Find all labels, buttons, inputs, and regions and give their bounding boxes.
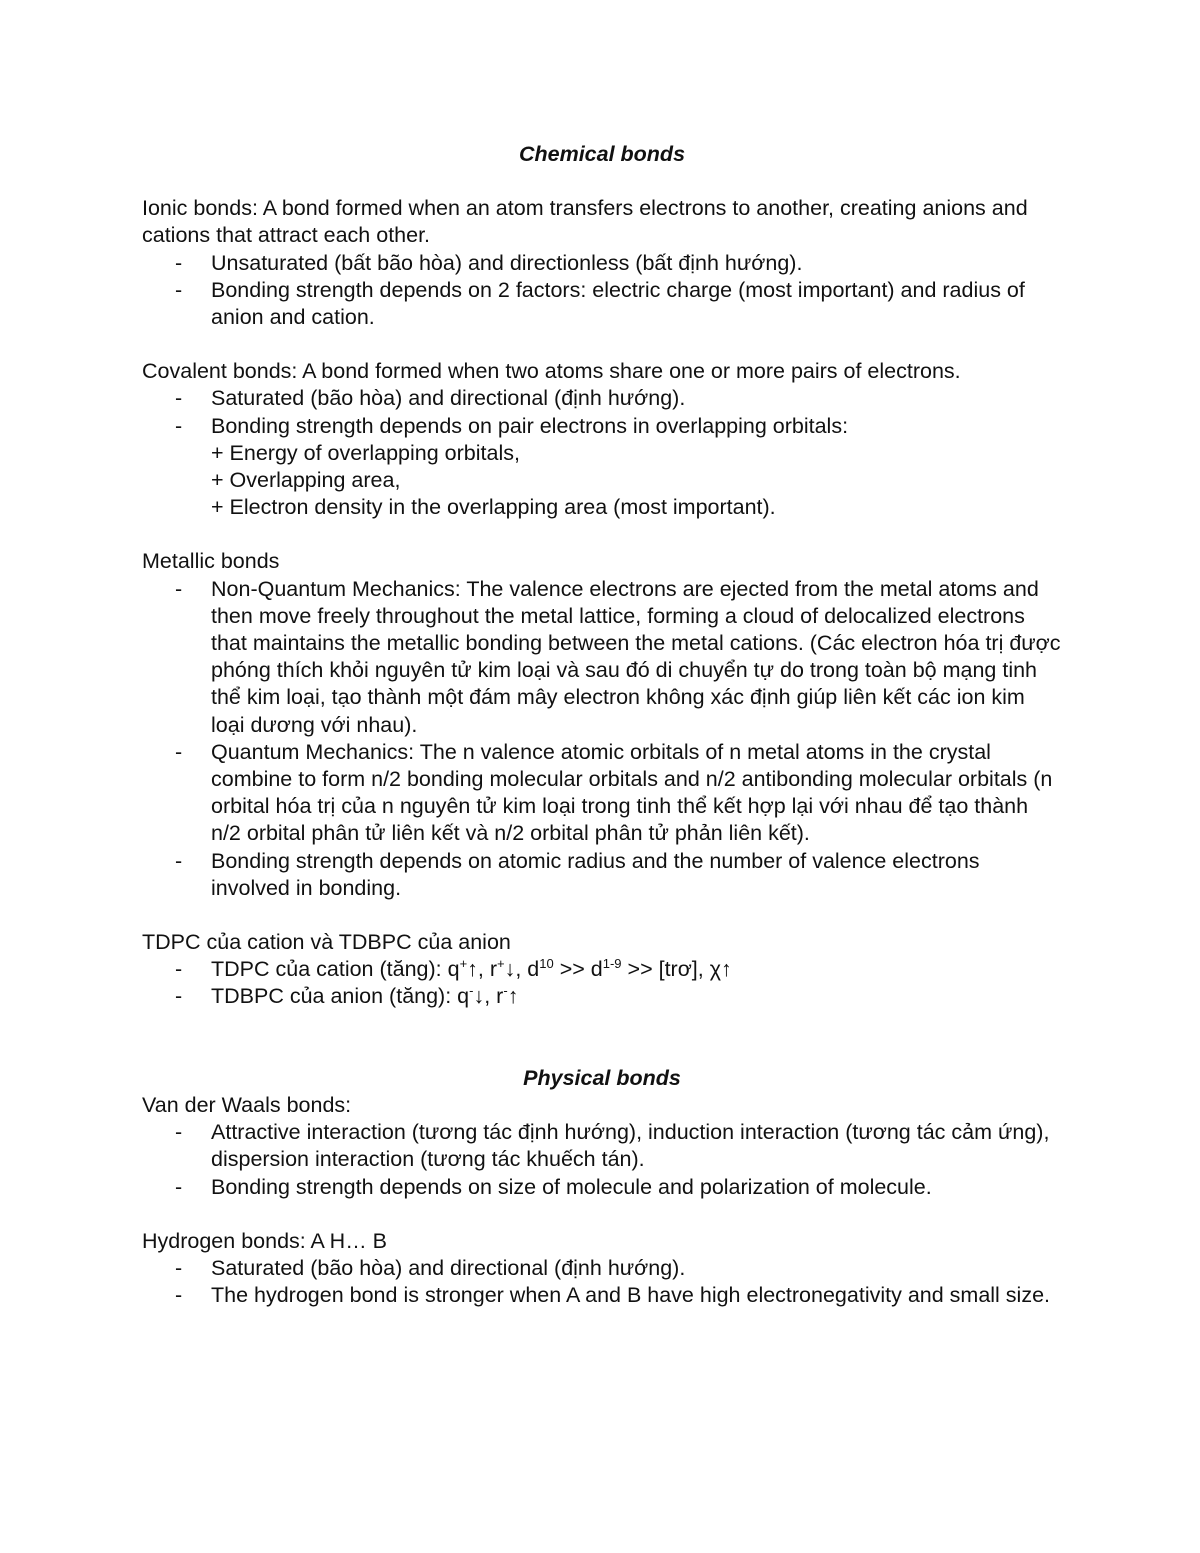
- covalent-intro: Covalent bonds: A bond formed when two atoms share one or more pairs of electrons.: [142, 359, 961, 384]
- bullet-text: Bonding strength depends on size of molecule and polarization of molecule.: [211, 1174, 932, 1199]
- bullet-text: Saturated (bão hòa) and directional (định hướng).: [211, 1255, 686, 1280]
- spacer: [142, 902, 1062, 929]
- list-item: [142, 956, 1062, 983]
- spacer: [142, 168, 1062, 195]
- list-item: [142, 385, 1062, 412]
- list-item: [142, 576, 1062, 739]
- title-physical-bonds: Physical bonds: [523, 1065, 681, 1090]
- list-item: [142, 983, 1062, 1010]
- document-page: [142, 141, 1062, 1309]
- formula-text: >> [trơ], χ↑: [621, 957, 732, 982]
- ionic-intro: Ionic bonds: A bond formed when an atom transfers electrons to another, creating anions and cations that attract each other.: [142, 196, 1028, 248]
- sub-item: + Overlapping area,: [211, 468, 401, 493]
- bullet-dash: -: [175, 957, 183, 982]
- list-item: [142, 1282, 1062, 1309]
- spacer: [142, 331, 1062, 358]
- bullet-text: Unsaturated (bất bão hòa) and directionless (bất định hướng).: [211, 250, 803, 275]
- spacer: [142, 1201, 1062, 1228]
- list-item: [142, 1255, 1062, 1282]
- bullet-text: Non-Quantum Mechanics: The valence electrons are ejected from the metal atoms and then move freely throughout the metal lattice, forming a cloud of delocalized electrons that maintains the metallic bonding between the metal cations. (Các electron hóa trị được phóng thích khỏi nguyên tử kim loại và sau đó di chuyển tự do trong toàn bộ mạng tinh thể kim loại, tạo thành một đám mây electron không xác định giúp liên kết các ion kim loại dương với nhau).: [211, 576, 1061, 737]
- bullet-dash: -: [175, 848, 183, 873]
- bullet-text: Bonding strength depends on 2 factors: electric charge (most important) and radius of anion and cation.: [211, 277, 1025, 330]
- sub-item: + Energy of overlapping orbitals,: [211, 440, 520, 465]
- bullet-dash: -: [175, 576, 183, 601]
- metallic-intro: Metallic bonds: [142, 549, 280, 574]
- bullet-text: The hydrogen bond is stronger when A and B have high electronegativity and small size.: [211, 1283, 1051, 1308]
- title-chemical-bonds: Chemical bonds: [518, 142, 686, 166]
- list-item: [142, 739, 1062, 848]
- bullet-text: Saturated (bão hòa) and directional (định hướng).: [211, 386, 686, 411]
- formula-superscript: +: [497, 956, 505, 972]
- vdw-bullets: [142, 1119, 1062, 1201]
- bullet-text: Attractive interaction (tương tác định hướng), induction interaction (tương tác cảm ứng), dispersion interaction (tương tác khuếch tán).: [211, 1120, 1050, 1172]
- list-item: [142, 848, 1062, 902]
- formula-text: ↑: [507, 984, 519, 1009]
- sub-item: + Electron density in the overlapping area (most important).: [211, 495, 776, 520]
- vdw-intro: Van der Waals bonds:: [142, 1092, 352, 1117]
- tdpc-bullets: [142, 956, 1062, 1010]
- bullet-dash: -: [175, 1283, 183, 1308]
- formula-text: ↑, r: [467, 957, 498, 982]
- list-item: [142, 277, 1062, 331]
- list-item: [142, 250, 1062, 277]
- formula-superscript: +: [459, 956, 468, 972]
- list-item: [142, 1119, 1062, 1173]
- bullet-text: [211, 957, 732, 981]
- bullet-dash: -: [175, 1120, 183, 1145]
- hydrogen-intro: Hydrogen bonds: A H… B: [142, 1228, 388, 1253]
- bullet-text: [211, 984, 518, 1008]
- bullet-text: Bonding strength depends on pair electrons in overlapping orbitals:: [211, 413, 849, 438]
- bullet-dash: -: [175, 250, 183, 275]
- formula-superscript: -: [469, 983, 474, 999]
- formula-text: TDPC của cation (tăng): q: [211, 957, 460, 982]
- covalent-bullets: [142, 385, 1062, 521]
- formula-superscript: 10: [539, 956, 554, 972]
- formula-superscript: -: [503, 983, 508, 999]
- formula-text: ↓, d: [504, 957, 540, 982]
- metallic-bullets: [142, 576, 1062, 902]
- bullet-dash: -: [175, 277, 183, 302]
- formula-superscript: 1-9: [602, 956, 622, 972]
- bullet-dash: -: [175, 1255, 183, 1280]
- formula-text: ↓, r: [473, 984, 504, 1009]
- bullet-dash: -: [175, 1174, 183, 1199]
- bullet-dash: -: [175, 413, 183, 438]
- bullet-dash: -: [175, 739, 183, 764]
- ionic-bullets: [142, 250, 1062, 332]
- hydrogen-bullets: [142, 1255, 1062, 1309]
- list-item: [142, 413, 1062, 522]
- bullet-dash: -: [175, 386, 183, 411]
- bullet-text: Bonding strength depends on atomic radius and the number of valence electrons involved in bonding.: [211, 848, 980, 900]
- formula-text: >> d: [553, 957, 603, 982]
- tdpc-intro: TDPC của cation và TDBPC của anion: [142, 930, 511, 955]
- list-item: [142, 1174, 1062, 1201]
- bullet-dash: -: [175, 984, 183, 1009]
- spacer: [142, 1011, 1062, 1065]
- bullet-text: Quantum Mechanics: The n valence atomic orbitals of n metal atoms in the crystal combine to form n/2 bonding molecular orbitals and n/2 antibonding molecular orbitals (n orbital hóa trị của n nguyên tử kim loại trong tinh thể kết hợp lại với nhau để tạo thành n/2 orbital phân tử liên kết và n/2 orbital phân tử phản liên kết).: [211, 739, 1053, 846]
- formula-text: TDBPC của anion (tăng): q: [211, 984, 470, 1009]
- spacer: [142, 521, 1062, 548]
